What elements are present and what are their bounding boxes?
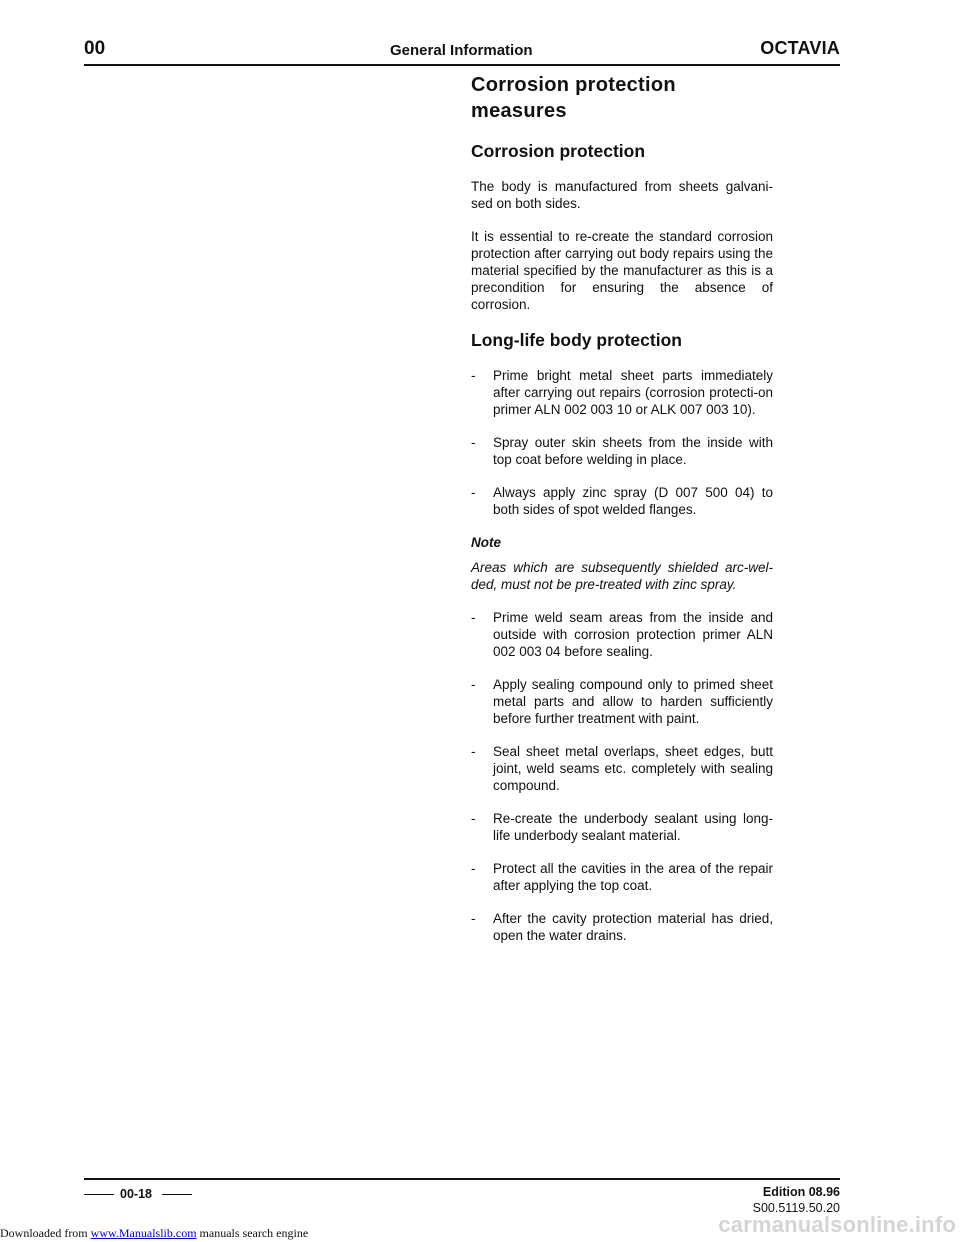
section-number: 00 (84, 38, 106, 59)
note-text: Areas which are subsequently shielded arc-wel-ded, must not be pre-treated with zinc spray. (471, 560, 773, 592)
list-item (471, 743, 773, 794)
list-dash: - (471, 610, 476, 625)
list-dash: - (471, 368, 476, 383)
download-prefix: Downloaded from (0, 1226, 91, 1240)
manualslib-link[interactable]: www.Manualslib.com (90, 1226, 197, 1240)
list-item-text: Seal sheet metal overlaps, sheet edges, butt joint, weld seams etc. completely with sealing compound. (493, 744, 773, 793)
note-label: Note (471, 535, 501, 550)
list-item (471, 860, 773, 894)
list-item-text: Protect all the cavities in the area of the repair after applying the top coat. (493, 861, 773, 893)
list-item-text: Prime bright metal sheet parts immediately after carrying out repairs (corrosion protecti-on primer ALN 002 003 10 or ALK 007 003 10). (493, 368, 773, 417)
section-heading-long-life: Long-life body protection (471, 330, 682, 350)
list-dash: - (471, 811, 476, 826)
document-reference: S00.5119.50.20 (752, 1201, 840, 1215)
watermark: carmanualsonline.info (718, 1212, 956, 1237)
instruction-list (471, 609, 773, 944)
list-item (471, 609, 773, 660)
list-item (471, 484, 773, 518)
list-dash: - (471, 435, 476, 450)
list-dash: - (471, 677, 476, 692)
main-heading: Corrosion protection measures (471, 74, 676, 122)
paragraph: The body is manufactured from sheets galvani-sed on both sides. (471, 179, 773, 211)
paragraph: It is essential to re-create the standard corrosion protection after carrying out body repairs using the material specified by the manufacturer as this is a precondition for ensuring the absence of corrosion. (471, 229, 773, 312)
page-number-rule-right (162, 1194, 192, 1195)
edition-label: Edition 08.96 (762, 1185, 840, 1199)
list-dash: - (471, 485, 476, 500)
header-title: General Information (390, 42, 533, 59)
download-suffix: manuals search engine (196, 1226, 309, 1240)
list-item-text: Apply sealing compound only to primed sheet metal parts and allow to harden sufficiently before further treatment with paint. (493, 677, 773, 726)
brand-name: OCTAVIA (760, 38, 840, 58)
footer-rule (84, 1178, 840, 1180)
instruction-list (471, 367, 773, 518)
list-dash: - (471, 861, 476, 876)
list-item-text: Re-create the underbody sealant using long-life underbody sealant material. (493, 811, 773, 843)
main-content (471, 72, 773, 960)
download-notice (0, 1226, 308, 1241)
list-item-text: Spray outer skin sheets from the inside with top coat before welding in place. (493, 435, 773, 467)
list-dash: - (471, 911, 476, 926)
page-number-rule-left (84, 1194, 114, 1195)
list-item-text: Always apply zinc spray (D 007 500 04) to both sides of spot welded flanges. (493, 485, 773, 517)
list-dash: - (471, 744, 476, 759)
header-rule (84, 64, 840, 66)
list-item (471, 367, 773, 418)
list-item (471, 810, 773, 844)
page-number: 00-18 (120, 1187, 152, 1201)
list-item-text: After the cavity protection material has dried, open the water drains. (493, 911, 773, 943)
list-item (471, 434, 773, 468)
list-item (471, 910, 773, 944)
list-item-text: Prime weld seam areas from the inside and outside with corrosion protection primer ALN 002 003 04 before sealing. (493, 610, 773, 659)
list-item (471, 676, 773, 727)
page-header (84, 36, 840, 66)
section-heading-corrosion: Corrosion protection (471, 141, 646, 161)
